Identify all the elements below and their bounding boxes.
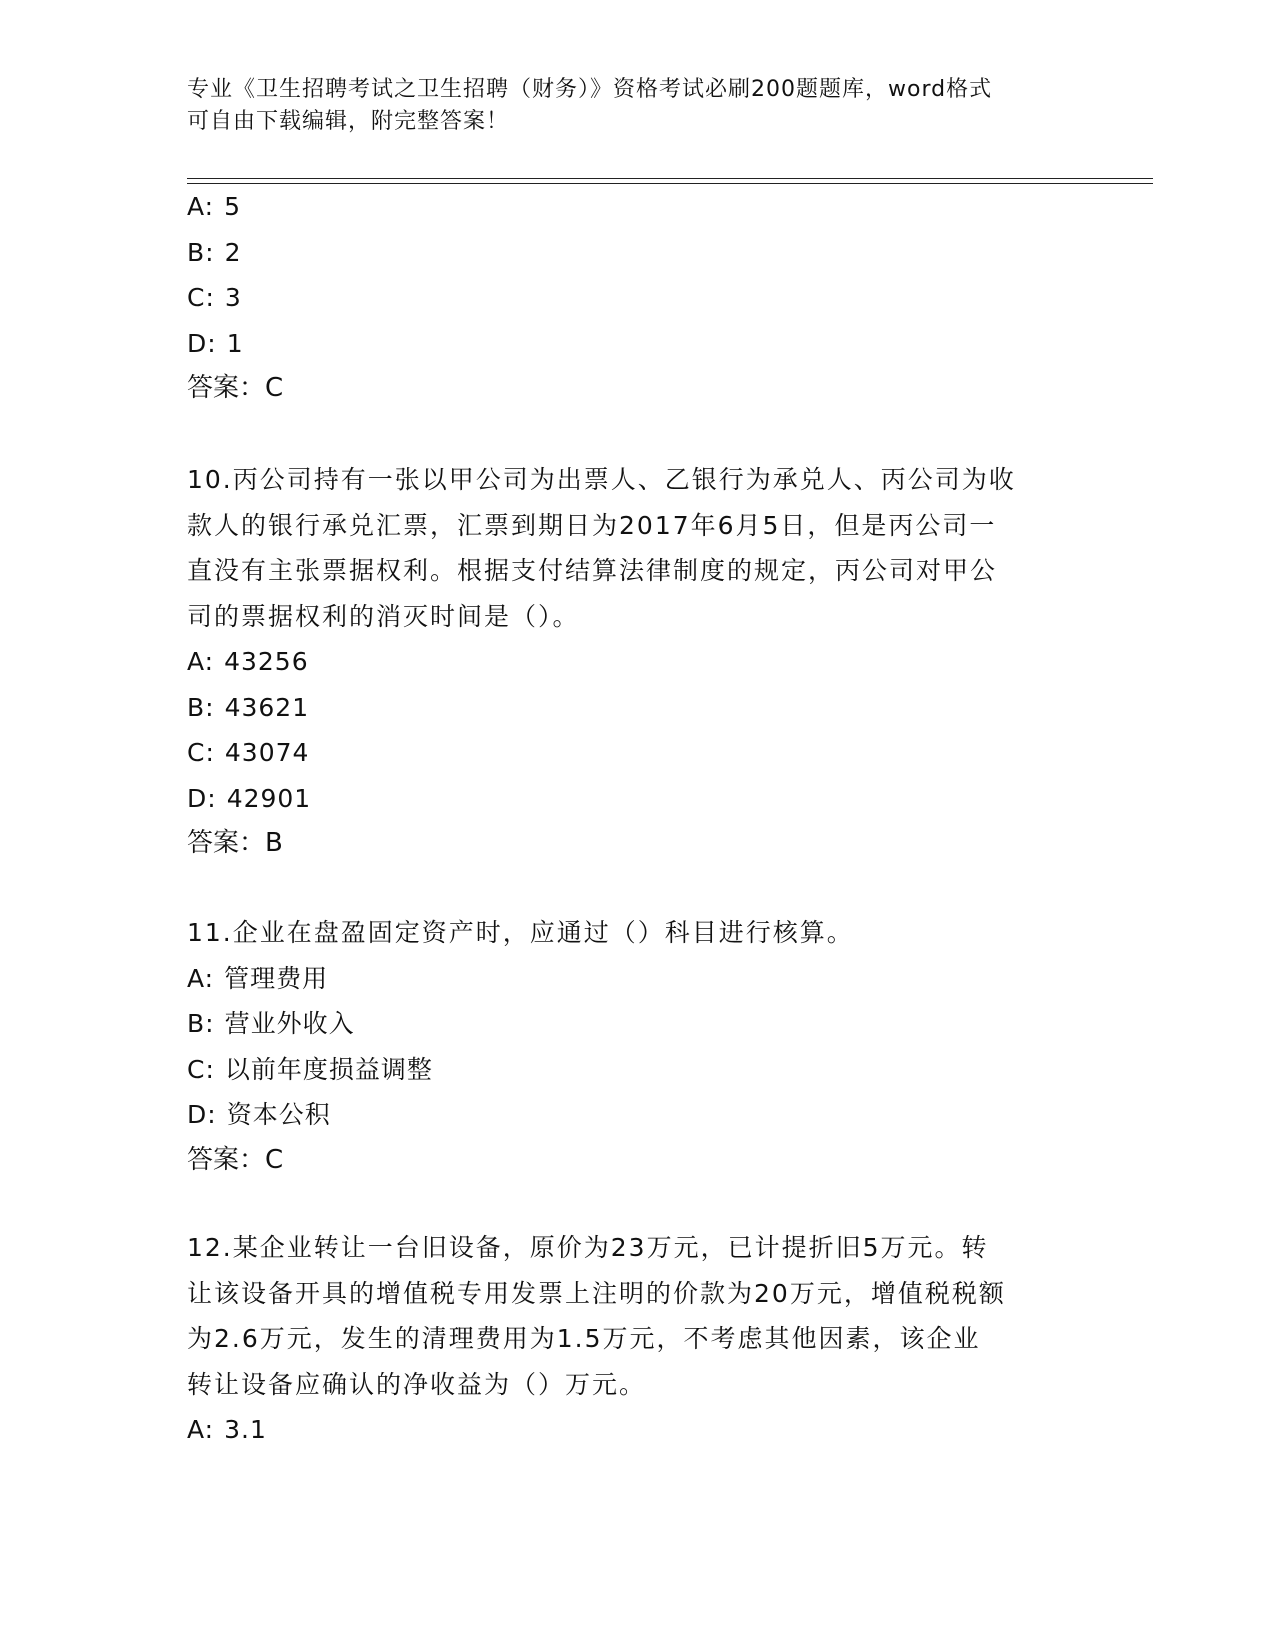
question-11: [187, 910, 1087, 1183]
question-12: [187, 1225, 1087, 1453]
answer: 答案：C: [187, 373, 284, 403]
option-c: C: 3: [187, 283, 242, 312]
option-d: D: 42901: [187, 783, 312, 813]
question-text-line: 转让设备应确认的净收益为（）万元。: [187, 1369, 647, 1399]
header-line-2: 可自由下载编辑，附完整答案！: [187, 109, 510, 134]
option-a: A: 43256: [187, 647, 309, 676]
question-text-line: 10.丙公司持有一张以甲公司为出票人、乙银行为承兑人、丙公司为收: [187, 465, 1016, 494]
answer: 答案：B: [187, 828, 283, 858]
question-9: [187, 184, 1087, 412]
question-text-line: 让该设备开具的增值税专用发票上注明的价款为20万元，增值税税额: [187, 1278, 1006, 1308]
document-header: [187, 74, 1087, 138]
option-b: B: 43621: [187, 692, 310, 722]
question-text-line: 款人的银行承兑汇票，汇票到期日为2017年6月5日，但是丙公司一: [187, 510, 997, 540]
option-d: D: 资本公积: [187, 1100, 331, 1129]
option-b: B: 营业外收入: [187, 1009, 355, 1038]
option-c: C: 以前年度损益调整: [187, 1054, 433, 1084]
question-10: [187, 457, 1087, 867]
option-a: A: 5: [187, 192, 241, 221]
question-text-line: 直没有主张票据权利。根据支付结算法律制度的规定，丙公司对甲公: [187, 556, 998, 585]
question-text-line: 司的票据权利的消灭时间是（）。: [187, 601, 580, 631]
question-text-line: 为2.6万元，发生的清理费用为1.5万元，不考虑其他因素，该企业: [187, 1324, 981, 1353]
header-divider-top: [187, 178, 1153, 179]
option-a: A: 管理费用: [187, 963, 329, 993]
answer: 答案：C: [187, 1144, 284, 1175]
option-a: A: 3.1: [187, 1415, 267, 1444]
question-text-line: 11.企业在盘盈固定资产时，应通过（）科目进行核算。: [187, 918, 854, 947]
option-d: D: 1: [187, 328, 244, 358]
question-text-line: 12.某企业转让一台旧设备，原价为23万元，已计提折旧5万元。转: [187, 1233, 989, 1262]
option-c: C: 43074: [187, 738, 310, 767]
option-b: B: 2: [187, 237, 242, 267]
header-line-1: 专业《卫生招聘考试之卫生招聘（财务）》资格考试必刷200题题库，word格式: [187, 77, 993, 102]
